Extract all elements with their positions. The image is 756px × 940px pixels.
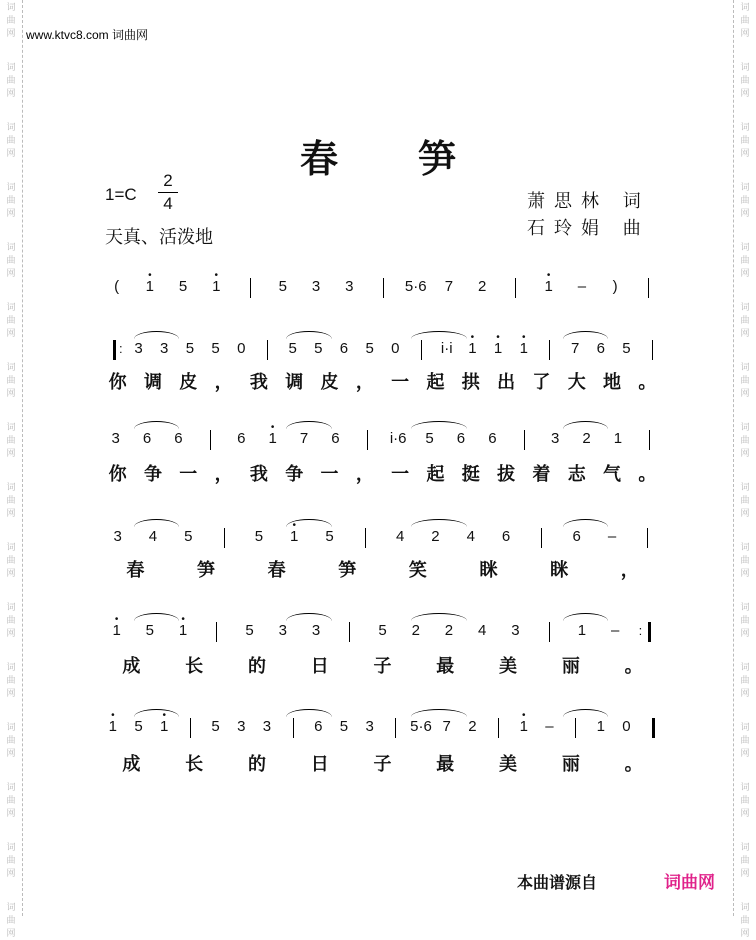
watermark-glyph: 词 (740, 723, 750, 733)
lyric-char: 拔 (497, 464, 516, 485)
note: 5 (378, 622, 387, 639)
watermark-glyph: 词 (6, 543, 16, 553)
lyric-char: 春 (126, 560, 145, 581)
bar-line (649, 430, 650, 450)
watermark-glyph: 曲 (6, 136, 16, 146)
note: 6 (456, 430, 466, 447)
watermark-glyph: 网 (740, 809, 750, 819)
slur-arc (563, 519, 608, 527)
slur-arc (563, 613, 608, 621)
bar-line (210, 430, 211, 450)
note: i·6 (389, 430, 407, 447)
note: 6 (572, 528, 581, 545)
watermark-glyph: 网 (740, 509, 750, 519)
lyric-char: 笋 (196, 560, 215, 581)
lyricist-credit: 萧思林 词 (527, 191, 650, 212)
lyric-char: 我 (249, 464, 268, 485)
bar-line (216, 622, 217, 642)
lyric-char: 地 (603, 372, 622, 393)
bar-line (383, 278, 384, 298)
note: 5 (622, 340, 631, 357)
note: • 1 (268, 422, 277, 447)
watermark-glyph: 网 (740, 869, 750, 879)
note: – (577, 278, 587, 295)
watermark-glyph: 词 (740, 123, 750, 133)
lyric-char: 一 (391, 464, 410, 485)
note: 3 (262, 718, 272, 735)
watermark-glyph: 词 (6, 603, 16, 613)
slur-arc (134, 421, 179, 429)
watermark-glyph: 曲 (740, 556, 750, 566)
watermark-glyph: 网 (6, 689, 16, 699)
note: 4 (395, 528, 405, 545)
watermark-glyph: 曲 (6, 916, 16, 926)
watermark-glyph: 词 (740, 543, 750, 553)
key-signature: 1=C (105, 185, 137, 204)
watermark-glyph: 词 (6, 123, 16, 133)
note: ) (612, 278, 618, 295)
watermark-glyph: 网 (740, 269, 750, 279)
lyric-char: 成 (122, 656, 141, 677)
note: 6 (331, 430, 340, 447)
note: 2 (478, 278, 487, 295)
watermark-glyph: 曲 (6, 316, 16, 326)
lyric-char: ， (620, 560, 639, 581)
slur-arc (286, 331, 331, 339)
watermark-glyph: 词 (6, 63, 16, 73)
slur-arc (411, 613, 468, 621)
note: 3 (134, 340, 143, 357)
bar-line (113, 340, 116, 360)
note: 7 (444, 278, 454, 295)
note: 5 (184, 528, 193, 545)
score-line (100, 270, 665, 338)
watermark-glyph: 网 (6, 389, 16, 399)
note: 3 (111, 430, 120, 447)
bar-line (421, 340, 422, 360)
note: 3 (113, 528, 122, 545)
note: i·i (440, 340, 453, 357)
lyric-char: 你 (108, 464, 127, 485)
note: 5 (339, 718, 349, 735)
note: 7 (299, 430, 309, 447)
lyric-char: 子 (373, 754, 392, 775)
lyric-char: 丽 (561, 656, 580, 677)
watermark-glyph: 词 (6, 903, 16, 913)
lyric-char: 成 (122, 754, 141, 775)
note: 2 (582, 430, 591, 447)
note: 2 (411, 622, 420, 639)
bar-line (367, 430, 368, 450)
watermark-glyph: 网 (740, 629, 750, 639)
score-line (100, 520, 665, 588)
lyric-char: 的 (247, 754, 266, 775)
lyric-char: 子 (373, 656, 392, 677)
bar-line (648, 622, 651, 642)
watermark-glyph: 曲 (6, 616, 16, 626)
lyric-char: 笋 (338, 560, 357, 581)
lyric-char: 争 (285, 464, 304, 485)
note: 6 (314, 718, 323, 735)
note: 6 (174, 430, 183, 447)
note: 3 (160, 340, 169, 357)
slur-arc (411, 421, 468, 429)
note: 3 (311, 278, 321, 295)
note: 1 (613, 430, 623, 447)
bar-line (395, 718, 396, 738)
note: 5 (211, 718, 220, 735)
watermark-glyph: 网 (740, 329, 750, 339)
watermark-glyph: 曲 (740, 736, 750, 746)
note: • 1 (108, 710, 117, 735)
lyric-char: 了 (532, 372, 551, 393)
note: 6 (596, 340, 605, 357)
note: 5 (245, 622, 254, 639)
note: 3 (311, 622, 321, 639)
note: 5·6 (410, 718, 432, 735)
watermark-glyph: 词 (740, 663, 750, 673)
slur-arc (411, 519, 468, 527)
bar-line (515, 278, 516, 298)
note: 5 (325, 528, 334, 545)
watermark-glyph: 曲 (6, 16, 16, 26)
watermark-glyph: 曲 (6, 736, 16, 746)
bar-line (549, 340, 550, 360)
bar-line (652, 718, 655, 738)
lyric-char: 你 (108, 372, 127, 393)
watermark-glyph: 网 (740, 29, 750, 39)
watermark-glyph: 网 (6, 569, 16, 579)
repeat-dots: : (119, 341, 123, 356)
lyric-char: 眯 (550, 560, 569, 581)
watermark-glyph: 网 (6, 89, 16, 99)
note: 7 (570, 340, 580, 357)
time-signature-top: 2 (163, 171, 173, 190)
watermark-glyph: 曲 (740, 76, 750, 86)
note: 6 (501, 528, 511, 545)
watermark-glyph: 曲 (740, 256, 750, 266)
watermark-glyph: 曲 (6, 76, 16, 86)
lyric-char: 拱 (461, 372, 480, 393)
note: 0 (237, 340, 246, 357)
watermark-glyph: 网 (740, 929, 750, 939)
note: 5 (254, 528, 264, 545)
lyric-char: 出 (497, 372, 516, 393)
bar-line (524, 430, 525, 450)
lyric-char: ， (355, 464, 374, 485)
watermark-glyph: 词 (740, 843, 750, 853)
lyric-char: 。 (638, 464, 657, 485)
note: 0 (391, 340, 400, 357)
note: 3 (278, 622, 287, 639)
lyric-char: 起 (426, 372, 445, 393)
lyric-char: 长 (185, 754, 204, 775)
lyric-char: ， (214, 372, 233, 393)
lyric-char: 气 (603, 464, 622, 485)
lyric-char: 美 (499, 656, 518, 677)
note: 5 (288, 340, 297, 357)
note: • 1 (212, 270, 221, 295)
note: 3 (550, 430, 560, 447)
lyric-char: 最 (436, 754, 455, 775)
lyric-char: 美 (499, 754, 518, 775)
slur-arc (134, 519, 179, 527)
watermark-glyph: 网 (6, 749, 16, 759)
lyric-char: 丽 (561, 754, 580, 775)
note: • 1 (493, 332, 503, 357)
watermark-glyph: 词 (6, 783, 16, 793)
watermark-glyph: 曲 (740, 856, 750, 866)
lyric-char: 眯 (479, 560, 498, 581)
lyric-char: 日 (310, 656, 329, 677)
watermark-glyph: 词 (6, 243, 16, 253)
lyric-char: 笑 (408, 560, 427, 581)
note: 5 (365, 340, 374, 357)
note: 7 (442, 718, 451, 735)
note: 5 (314, 340, 323, 357)
lyric-char: ， (214, 464, 233, 485)
lyric-char: 。 (638, 372, 657, 393)
watermark-glyph: 曲 (6, 856, 16, 866)
watermark-glyph: 网 (740, 449, 750, 459)
lyric-char: 皮 (320, 372, 339, 393)
watermark-glyph: 词 (6, 303, 16, 313)
slur-arc (411, 709, 468, 717)
watermark-glyph: 词 (6, 3, 16, 13)
bar-line (647, 528, 648, 548)
watermark-glyph: 曲 (740, 916, 750, 926)
watermark-glyph: 词 (6, 483, 16, 493)
watermark-glyph: 词 (740, 303, 750, 313)
note: 3 (365, 718, 374, 735)
lyric-char: 起 (426, 464, 445, 485)
note: 6 (237, 430, 246, 447)
lyric-char: 调 (143, 372, 162, 393)
bar-line (652, 340, 653, 360)
repeat-dots: : (638, 623, 643, 638)
watermark-glyph: 词 (740, 783, 750, 793)
note: • 1 (468, 332, 477, 357)
note: 5 (211, 340, 220, 357)
watermark-glyph: 网 (6, 809, 16, 819)
note: • 1 (519, 710, 528, 735)
lyric-char: 志 (567, 464, 586, 485)
watermark-glyph: 曲 (740, 496, 750, 506)
note: – (610, 622, 620, 639)
watermark-glyph: 曲 (740, 316, 750, 326)
slur-arc (134, 613, 179, 621)
bar-line (648, 278, 649, 298)
watermark-glyph: 网 (6, 869, 16, 879)
note: 2 (431, 528, 440, 545)
watermark-glyph: 网 (6, 269, 16, 279)
lyric-char: 一 (320, 464, 339, 485)
note: 2 (444, 622, 454, 639)
bar-line (250, 278, 251, 298)
note: • 1 (160, 710, 169, 735)
lyric-char: 的 (247, 656, 266, 677)
watermark-glyph: 词 (740, 903, 750, 913)
watermark-glyph: 曲 (6, 496, 16, 506)
note: – (607, 528, 617, 545)
note: 5 (145, 622, 155, 639)
note: • 1 (178, 614, 188, 639)
note: 1 (577, 622, 587, 639)
lyric-char: 争 (143, 464, 162, 485)
note: 5 (134, 718, 143, 735)
note: ( (114, 278, 120, 295)
watermark-glyph: 网 (6, 629, 16, 639)
note: 6 (339, 340, 349, 357)
note: • 1 (112, 614, 121, 639)
lyric-char: 最 (436, 656, 455, 677)
watermark-glyph: 曲 (740, 136, 750, 146)
slur-arc (286, 421, 331, 429)
bar-line (541, 528, 542, 548)
note: 4 (478, 622, 487, 639)
bar-line (349, 622, 350, 642)
note: • 1 (519, 332, 528, 357)
watermark-glyph: 曲 (740, 376, 750, 386)
slur-arc (563, 709, 608, 717)
bar-line (498, 718, 499, 738)
lyric-char: 一 (391, 372, 410, 393)
note: 3 (345, 278, 354, 295)
watermark-glyph: 曲 (740, 436, 750, 446)
bar-line (365, 528, 366, 548)
note: 2 (468, 718, 477, 735)
footer-logo[interactable]: 词曲网 (664, 873, 715, 893)
watermark-glyph: 网 (6, 29, 16, 39)
watermark-glyph: 网 (6, 509, 16, 519)
watermark-glyph: 曲 (740, 676, 750, 686)
note: 1 (596, 718, 605, 735)
note: • 1 (290, 520, 299, 545)
watermark-glyph: 词 (6, 723, 16, 733)
song-title: 春笋 (299, 136, 536, 181)
watermark-glyph: 曲 (740, 196, 750, 206)
note: 5 (185, 340, 195, 357)
watermark-glyph: 网 (740, 389, 750, 399)
bar-line (267, 340, 268, 360)
watermark-glyph: 网 (740, 749, 750, 759)
slur-arc (563, 421, 608, 429)
watermark-glyph: 词 (6, 183, 16, 193)
lyric-char: 皮 (179, 372, 198, 393)
note: 6 (488, 430, 497, 447)
watermark-glyph: 词 (740, 243, 750, 253)
watermark-glyph: 词 (740, 423, 750, 433)
watermark-glyph: 词 (740, 363, 750, 373)
watermark-glyph: 曲 (6, 256, 16, 266)
watermark-glyph: 词 (740, 603, 750, 613)
bar-line (549, 622, 550, 642)
time-signature-bottom: 4 (158, 192, 178, 215)
watermark-glyph: 网 (740, 689, 750, 699)
lyric-char: 日 (310, 754, 329, 775)
watermark-glyph: 曲 (740, 616, 750, 626)
note: 3 (237, 718, 246, 735)
watermark-glyph: 词 (740, 63, 750, 73)
note: 5 (425, 430, 434, 447)
time-signature (158, 170, 178, 215)
lyric-char: 长 (185, 656, 204, 677)
watermark-glyph: 网 (6, 329, 16, 339)
lyric-char: 。 (624, 754, 643, 775)
lyric-char: 挺 (461, 464, 480, 485)
note: 5·6 (404, 278, 427, 295)
lyric-char: 调 (285, 372, 304, 393)
note: 4 (148, 528, 158, 545)
watermark-glyph: 网 (6, 929, 16, 939)
watermark-glyph: 词 (6, 663, 16, 673)
watermark-glyph: 网 (740, 149, 750, 159)
slur-arc (286, 709, 331, 717)
note: • 1 (145, 270, 155, 295)
bar-line (224, 528, 225, 548)
bar-line (293, 718, 294, 738)
footer-source: 本曲谱源自 (517, 873, 598, 892)
watermark-glyph: 网 (6, 449, 16, 459)
watermark-glyph: 词 (740, 483, 750, 493)
slur-arc (134, 709, 179, 717)
note: 3 (511, 622, 520, 639)
note: 6 (142, 430, 152, 447)
watermark-glyph: 词 (6, 423, 16, 433)
watermark-glyph: 曲 (740, 796, 750, 806)
watermark-glyph: 词 (740, 3, 750, 13)
bar-line (575, 718, 576, 738)
watermark-glyph: 网 (740, 209, 750, 219)
lyric-char: 我 (249, 372, 268, 393)
lyric-char: 春 (267, 560, 286, 581)
slur-arc (286, 613, 331, 621)
watermark-glyph: 词 (6, 843, 16, 853)
watermark-glyph: 曲 (6, 436, 16, 446)
tempo-marking: 天真、活泼地 (105, 227, 213, 248)
lyric-char: 一 (179, 464, 198, 485)
watermark-glyph: 网 (740, 569, 750, 579)
note: 5 (278, 278, 287, 295)
lyric-char: 大 (567, 372, 586, 393)
note: – (545, 718, 554, 735)
note: 0 (622, 718, 631, 735)
lyric-char: 。 (624, 656, 643, 677)
watermark-glyph: 曲 (6, 556, 16, 566)
lyric-char: ， (355, 372, 374, 393)
watermark-glyph: 网 (6, 149, 16, 159)
watermark-glyph: 曲 (6, 796, 16, 806)
slur-arc (286, 519, 331, 527)
watermark-glyph: 网 (740, 89, 750, 99)
lyric-char: 着 (532, 464, 551, 485)
note: • 1 (544, 270, 553, 295)
site-label[interactable]: www.ktvc8.com 词曲网 (26, 28, 149, 42)
watermark-glyph: 词 (6, 363, 16, 373)
composer-credit: 石玲娟 曲 (527, 218, 650, 239)
watermark-glyph: 曲 (6, 376, 16, 386)
watermark-glyph: 曲 (6, 676, 16, 686)
bar-line (190, 718, 191, 738)
watermark-glyph: 网 (6, 209, 16, 219)
note: 4 (466, 528, 475, 545)
watermark-glyph: 词 (740, 183, 750, 193)
note: 5 (178, 278, 188, 295)
watermark-glyph: 曲 (740, 16, 750, 26)
watermark-glyph: 曲 (6, 196, 16, 206)
